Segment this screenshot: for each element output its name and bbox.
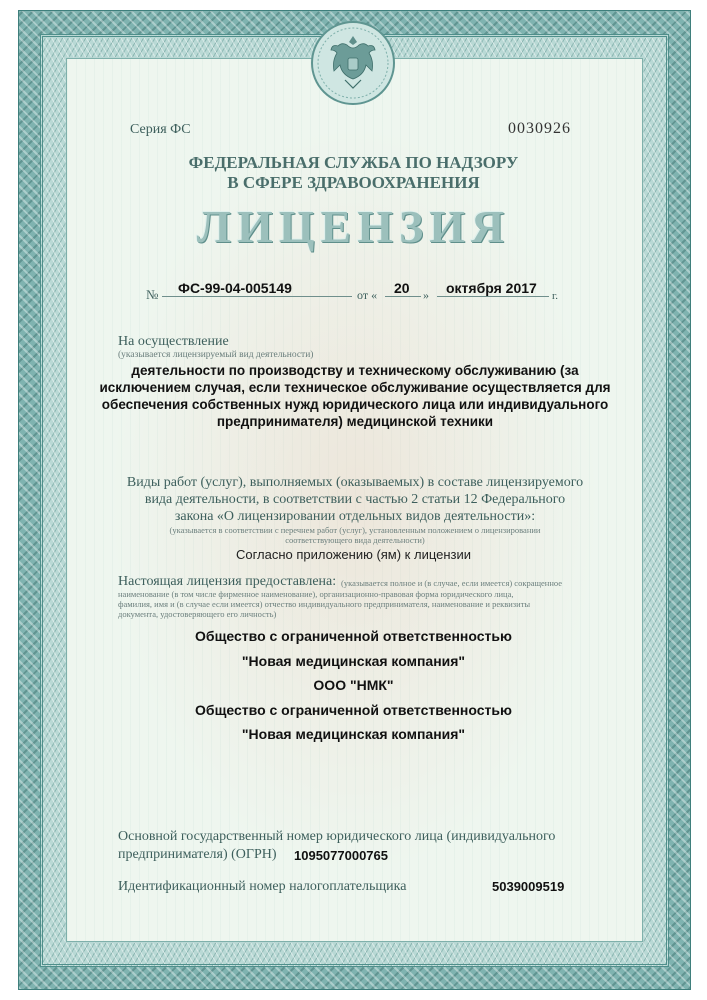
works-hint (100, 525, 610, 545)
works-value: Согласно приложению (ям) к лицензии (235, 547, 472, 562)
inn-label: Идентификационный номер налогоплательщика (118, 879, 407, 894)
licensee-hint-line-1: (указывается полное и (в случае, если имеется) сокращенное (341, 578, 563, 588)
licensee-hint-line-2: наименование (в том числе фирменное наименование), организационно-правовая форма юридического лица, (118, 589, 514, 599)
licensee-label: Настоящая лицензия предоставлена: (118, 574, 337, 589)
number-sign: № (146, 287, 159, 302)
number-underline (162, 296, 352, 297)
activity-text (90, 362, 620, 430)
works-text (100, 474, 610, 525)
inn-value: 5039009519 (492, 879, 565, 894)
licensee-names (0, 624, 707, 747)
license-month-year: октября 2017 (446, 280, 537, 296)
licensee-hint (118, 589, 530, 619)
double-headed-eagle-emblem-icon (310, 20, 396, 106)
activity-hint: (указывается лицензируемый вид деятельности) (118, 350, 314, 360)
works-line-1: Виды работ (услуг), выполняемых (оказываемых) в составе лицензируемого (126, 475, 584, 490)
licensee-company-name: "Новая медицинская компания" (241, 652, 466, 669)
agency-name-line-2: В СФЕРЕ ЗДРАВООХРАНЕНИЯ (227, 173, 480, 192)
activity-line-3: обеспечения собственных нужд юридического лица или индивидуального (101, 397, 609, 412)
ogrn-label-line-1: Основной государственный номер юридического лица (индивидуального (118, 829, 556, 844)
agency-name-line-1: ФЕДЕРАЛЬНАЯ СЛУЖБА ПО НАДЗОРУ (188, 153, 519, 172)
license-day: 20 (394, 280, 410, 296)
licensee-brand-form: Общество с ограниченной ответственностью (195, 701, 512, 718)
serial-number: 0030926 (508, 120, 571, 137)
licensee-full-name: Общество с ограниченной ответственностью (195, 628, 512, 644)
ogrn-value: 1095077000765 (294, 848, 388, 863)
activity-line-4: предпринимателя) медицинской техники (216, 414, 494, 429)
day-underline (385, 296, 421, 297)
activity-line-2: исключением случая, если техническое обслуживание осуществляется для (99, 380, 611, 395)
licensee-short-name: ООО "НМК" (313, 677, 394, 693)
licensee-hint-line-3: фамилия, имя и (в случае если имеется) отчество индивидуального предпринимателя, наименование и реквизиты (118, 599, 531, 609)
works-hint-line-2: соответствующего вида деятельности) (285, 535, 425, 545)
ogrn-label-line-2: предпринимателя) (ОГРН) (118, 847, 277, 862)
date-underline (437, 296, 549, 297)
works-line-3: закона «О лицензировании отдельных видов деятельности»: (174, 509, 536, 524)
works-hint-line-1: (указывается в соответствии с перечнем работ (услуг), установленным положением о лицензировании (169, 525, 541, 535)
activity-line-1: деятельности по производству и техническому обслуживанию (за (131, 363, 579, 378)
activity-label: На осуществление (118, 334, 229, 349)
close-quote: » (423, 288, 429, 302)
licensee-hint-line-4: документа, удостоверяющего его личность) (118, 609, 277, 619)
licensee-brand-name: "Новая медицинская компания" (241, 726, 466, 742)
document-title: ЛИЦЕНЗИЯ (196, 201, 511, 252)
from-label: от « (357, 288, 378, 302)
year-suffix: г. (552, 290, 559, 302)
works-line-2: вида деятельности, в соответствии с частью 2 статьи 12 Федерального (144, 492, 566, 507)
series-label: Серия ФС (130, 122, 191, 137)
license-number: ФС-99-04-005149 (178, 280, 292, 296)
